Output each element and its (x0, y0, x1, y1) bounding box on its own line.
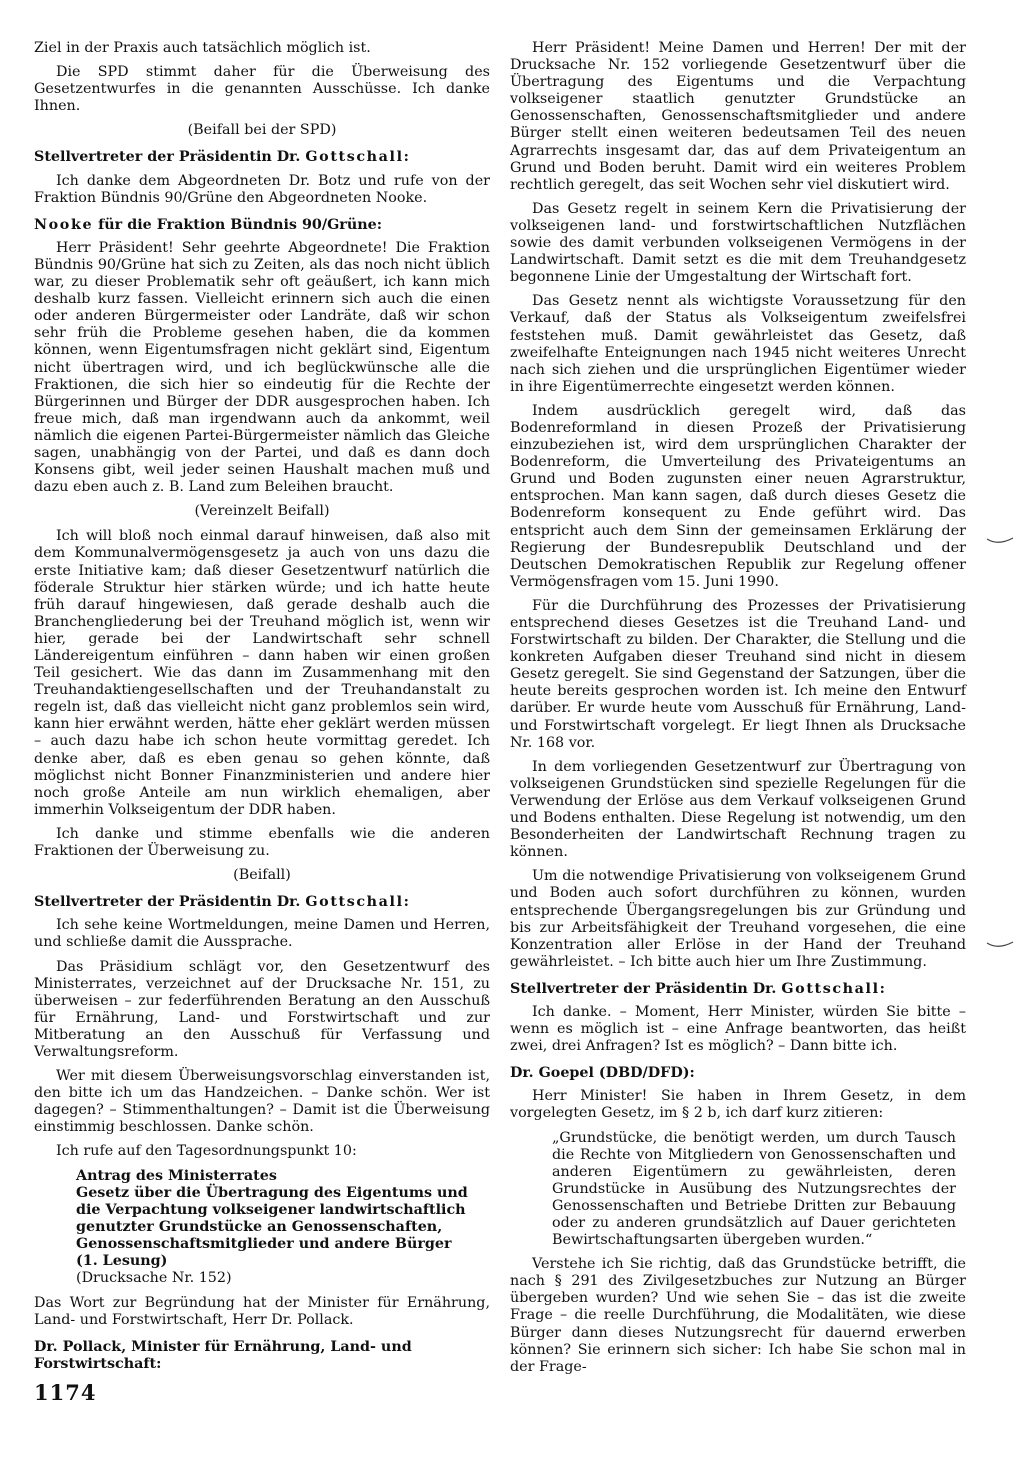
agenda-title: Antrag des Ministerrates (76, 1167, 277, 1184)
right-column (510, 40, 966, 1383)
speaker-name: Stellvertreter der Präsidentin Dr. (34, 894, 301, 911)
paragraph: Ich danke und stimme ebenfalls wie die anderen Fraktionen der Überweisung zu. (34, 825, 490, 860)
paragraph: Das Gesetz regelt in seinem Kern die Privatisierung der volkseigenen land- und forstwirtschaftlichen Nutzflächen sowie des damit verbunden volkseigenen Vermögens in der Landwirtschaft. Damit setzt es die mit dem Treuhandgesetz begonnene Linie der Umgestaltung der Wirtschaft fort. (510, 200, 966, 286)
speaker-surname: Gottschall (781, 980, 880, 997)
agenda-reading: (1. Lesung) (76, 1253, 168, 1269)
paragraph: Das Wort zur Begründung hat der Minister für Ernährung, Land- und Forstwirtschaft, Herr Dr. Pollack. (34, 1295, 490, 1329)
margin-mark-icon (986, 536, 1014, 546)
paragraph: Ich sehe keine Wortmeldungen, meine Damen und Herren, und schließe damit die Aussprache. (34, 917, 490, 951)
speaker-heading: Stellvertreter der Präsidentin Dr. Gottschall: (34, 149, 409, 166)
speaker-name: Stellvertreter der Präsidentin Dr. (34, 149, 301, 166)
speaker-heading: Stellvertreter der Präsidentin Dr. Gottschall: (34, 894, 409, 911)
paragraph: Ziel in der Praxis auch tatsächlich möglich ist. (34, 40, 371, 56)
paragraph: Das Präsidium schlägt vor, den Gesetzentwurf des Ministerrates, verzeichnet auf der Drucksache Nr. 151, zu überweisen – zur federführenden Beratung an den Ausschuß für Ernährung, Land- und Forstwirtschaft und zur Mitberatung an den Ausschuß für Verfassung und Verwaltungsreform. (34, 958, 490, 1060)
speaker-role: für die Fraktion Bündnis 90/Grüne: (98, 216, 382, 233)
paragraph: Ich will bloß noch einmal darauf hinweisen, daß also mit dem Kommunalvermögensgesetz ja auch von uns dazu die erste Initiative kam; daß dieser Gesetzentwurf natürlich die föderale Struktur hier stärken würde; und ich hatte heute früh darauf hingewiesen, daß gerade deshalb auch die Branchengliederung bei der Treuhand möglich ist, wenn wir hier, gerade bei der Landwirtschaft sehr schnell Ländereigentum einführen – dann haben wir einen großen Teil gesichert. Wie das dann im Zusammenhang mit den Treuhandaktiengesellschaften und der Treuhandanstalt zu regeln ist, daß das vielleicht nicht ganz problemlos sein wird, kann hier erwähnt werden, hätte eher geklärt werden müssen – auch dazu habe ich schon heute vormittag geredet. Ich denke aber, daß es eben genau so gehen könnte, daß möglichst nicht Bonner Finanzministerien und andere hier noch große Anteile am nun wirklich ehemaligen, aber immerhin Volkseigentum der DDR haben. (34, 528, 490, 818)
margin-mark-icon (986, 940, 1014, 950)
paragraph: Die SPD stimmt daher für die Überweisung des Gesetzentwurfes in die genannten Ausschüsse. Ich danke Ihnen. (34, 64, 490, 115)
paragraph: Ich danke. – Moment, Herr Minister, würden Sie bitte – wenn es möglich ist – eine Anfrage beantworten, das heißt zwei, drei Anfragen? Ist es möglich? – Dann bitte ich. (510, 1003, 966, 1055)
paragraph: Herr Präsident! Meine Damen und Herren! Der mit der Drucksache Nr. 152 vorliegende Gesetzentwurf über die Übertragung des Eigentums und die Verpachtung volkseigener staatlich genutzter Grundstücke an Genossenschaften, Genossenschaftsmitglieder und andere Bürger stellt einen weiteren bedeutsamen Teil des neuen Agrarrechts insgesamt dar, das auf dem Privateigentum an Grund und Boden beruht. Damit wird ein weiteres Problem rechtlich geregelt, das seit Wochen sehr viel diskutiert wird. (510, 40, 966, 193)
paragraph: Für die Durchführung des Prozesses der Privatisierung entsprechend dieses Gesetzes ist die Treuhand Land- und Forstwirtschaft zu bilden. Der Charakter, die Stellung und die konkreten Aufgaben dieser Treuhand sind nicht in diesem Gesetz geregelt. Sie sind Gegenstand der Satzungen, über die heute bereits gesprochen worden ist. Ich meine den Entwurf darüber. Er wurde heute vom Ausschuß für Ernährung, Land- und Forstwirtschaft vorgelegt. Er liegt Ihnen als Drucksache Nr. 168 vor. (510, 597, 966, 751)
speaker-heading: Dr. Goepel (DBD/DFD): (510, 1065, 695, 1082)
paragraph: Herr Präsident! Sehr geehrte Abgeordnete! Die Fraktion Bündnis 90/Grüne hat sich zu Zeiten, als das noch nicht üblich war, zu dieser Problematik sehr oft geäußert, ich kann mich deshalb kurz fassen. Vielleicht erinnern sich auch die einen oder anderen Bürgermeister oder Landräte, daß wir schon sehr früh die Probleme gesehen haben, die da kommen können, wenn Eigentumsfragen nicht geklärt sind, Eigentum nicht übertragen wird, und ich beglückwünsche alle die Fraktionen, die sich hier so eindeutig für die Rechte der Bürgerinnen und Bürger der DDR ausgesprochen haben. Ich freue mich, daß man irgendwann auch da ankommt, weil nämlich die eigenen Partei-Bürgermeister nämlich das Gleiche sagen, unabhängig von der Partei, und daß es dann doch Konsens gibt, weil jeder seinen Haushalt machen muß und dazu eben auch z. B. Land zum Beleihen braucht. (34, 239, 490, 496)
paragraph: Das Gesetz nennt als wichtigste Voraussetzung für den Verkauf, daß der Status als Volkseigentum zweifelsfrei feststehen muß. Damit gewährleistet das Gesetz, daß zweifelhafte Enteignungen nach 1945 nicht weiteres Unrecht nach sich ziehen und die ursprünglichen Eigentümer wieder in ihre Eigentümerrechte eingesetzt werden können. (510, 293, 966, 395)
applause-note: (Beifall) (233, 867, 291, 884)
agenda-item (76, 1168, 490, 1288)
speaker-name: Stellvertreter der Präsidentin Dr. (510, 980, 777, 997)
paragraph: Wer mit diesem Überweisungsvorschlag einverstanden ist, den bitte ich um das Handzeichen. – Danke schön. Wer ist dagegen? – Stimmenthaltungen? – Damit ist die Überweisung einstimmig beschlossen. Danke schön. (34, 1068, 490, 1136)
paragraph: Ich rufe auf den Tagesordnungspunkt 10: (56, 1143, 357, 1160)
speaker-heading: Stellvertreter der Präsidentin Dr. Gottschall: (510, 980, 885, 997)
paragraph: In dem vorliegenden Gesetzentwurf zur Übertragung von volkseigenen Grundstücken sind spezielle Regelungen für die Verwendung der Erlöse aus dem Verkauf volkseigenen Grund und Bodens enthalten. Diese Regelung ist notwendig, um den Besonderheiten der Landwirtschaft Rechnung tragen zu können. (510, 758, 966, 861)
left-column (34, 40, 490, 1380)
paragraph: Herr Minister! Sie haben in Ihrem Gesetz, in dem vorgelegten Gesetz, im § 2 b, ich darf kurz zitieren: (510, 1088, 966, 1122)
page-number: 1174 (34, 1380, 97, 1405)
paragraph: Verstehe ich Sie richtig, daß das Grundstücke betrifft, die nach § 291 des Zivilgesetzbuches zur Nutzung an Bürger übergeben wurden? Und wie sehen Sie – das ist die zweite Frage – die reelle Durchführung, die Modalitäten, wie diese Bürger dann dieses Nutzungsrecht für dauernd erwerben können? Sie erinnern sich sicher: Ich habe Sie schon mal in der Frage- (510, 1256, 966, 1375)
paragraph: Ich danke dem Abgeordneten Dr. Botz und rufe von der Fraktion Bündnis 90/Grüne den Abgeordneten Nooke. (34, 172, 490, 206)
speaker-heading: Dr. Pollack, Minister für Ernährung, Land- und Forstwirtschaft: (34, 1339, 412, 1373)
applause-note: (Vereinzelt Beifall) (194, 503, 330, 520)
speaker-heading (34, 217, 490, 234)
applause-note: (Beifall bei der SPD) (187, 122, 337, 139)
paragraph: Um die notwendige Privatisierung von volkseigenem Grund und Boden auch sofort durchführen zu können, wurden entsprechende Übergangsregelungen bis zur Gründung und bis zur Arbeitsfähigkeit der Treuhand vorgesehen, die eine Konzentration aller Erlöse in der Hand der Treuhand gewährleistet. – Ich bitte auch hier um Ihre Zustimmung. (510, 868, 966, 970)
paragraph: Indem ausdrücklich geregelt wird, daß das Bodenreformland in diesen Prozeß der Privatisierung einzubeziehen ist, wird dem ursprünglichen Charakter der Bodenreform, die Umverteilung des Privateigentums an Grund und Boden zugunsten einer neuen Agrarstruktur, entsprochen. Man kann sagen, daß durch dieses Gesetz die Bodenreform konsequent zu Ende geführt wird. Das entspricht auch dem Sinn der gemeinsamen Erklärung der Regierung der Bundesrepublik Deutschland und der Deutschen Demokratischen Republik zur Regelung offener Vermögensfragen vom 15. Juni 1990. (510, 402, 966, 590)
speaker-name: Nooke (34, 216, 94, 233)
agenda-law: Gesetz über die Übertragung des Eigentums und die Verpachtung volkseigener landwirtschaftlich genutzter Grundstücke an Genossenschaften, Genossenschaftsmitglieder und andere Bürger (76, 1184, 468, 1252)
speaker-surname: Gottschall (305, 149, 404, 166)
agenda-document: (Drucksache Nr. 152) (76, 1270, 232, 1287)
quotation: „Grundstücke, die benötigt werden, um durch Tausch die Rechte von Mitgliedern von Genossenschaften und anderen Eigentümern zu gewährleisten, deren Grundstücke in Ausübung des Nutzungsrechtes der Genossenschaften und Betriebe Dritten zur Bebauung oder zu anderen grundsätzlich auf Dauer gerichteten Bewirtschaftungsarten übergeben wurden.“ (552, 1129, 956, 1249)
speaker-surname: Gottschall (305, 894, 404, 911)
